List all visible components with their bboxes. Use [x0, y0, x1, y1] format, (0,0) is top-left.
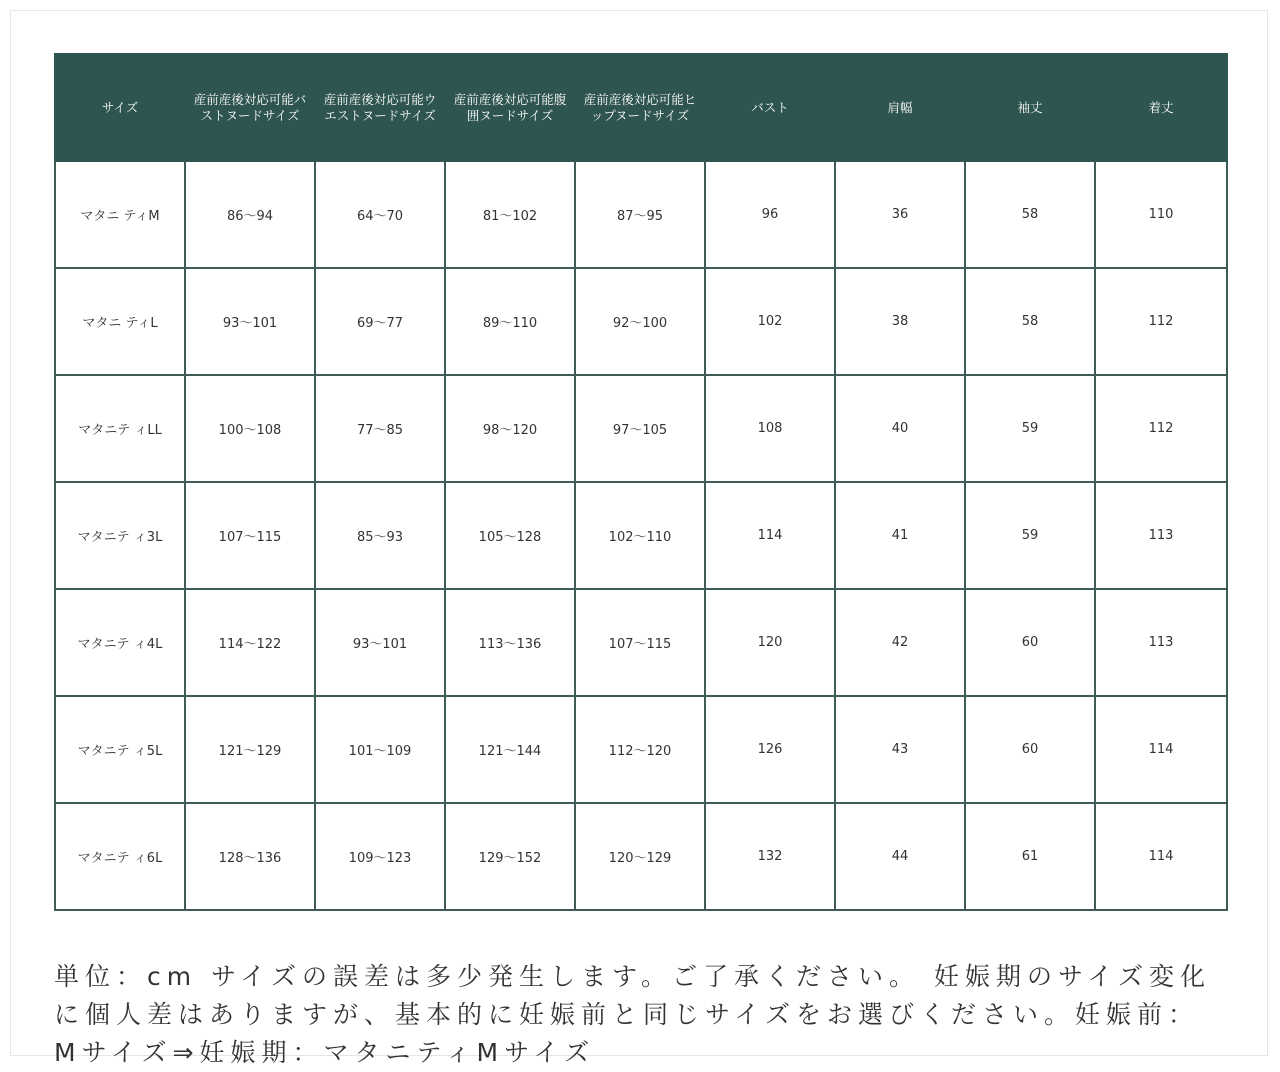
table-cell: マタニ ティM: [55, 161, 185, 268]
table-cell: 60: [965, 589, 1095, 696]
table-cell: 109～123: [315, 803, 445, 910]
table-cell: 108: [705, 375, 835, 482]
header-shoulder-width: 肩幅: [835, 54, 965, 161]
table-cell: 121～144: [445, 696, 575, 803]
table-cell: 102: [705, 268, 835, 375]
table-cell: 92～100: [575, 268, 705, 375]
table-cell: 112: [1095, 268, 1227, 375]
table-cell: 112～120: [575, 696, 705, 803]
header-total-length: 着丈: [1095, 54, 1227, 161]
table-cell: 42: [835, 589, 965, 696]
table-cell: 107～115: [185, 482, 315, 589]
table-cell: 36: [835, 161, 965, 268]
table-row: [55, 268, 1227, 375]
table-cell: 86～94: [185, 161, 315, 268]
table-cell: 98～120: [445, 375, 575, 482]
table-cell: マタニテ ィ6L: [55, 803, 185, 910]
table-cell: 87～95: [575, 161, 705, 268]
size-chart-table: [54, 53, 1228, 911]
table-cell: 93～101: [185, 268, 315, 375]
table-row: [55, 696, 1227, 803]
table-cell: 120: [705, 589, 835, 696]
table-row: [55, 482, 1227, 589]
table-cell: 61: [965, 803, 1095, 910]
header-size: サイズ: [55, 54, 185, 161]
table-cell: 113: [1095, 482, 1227, 589]
table-cell: 58: [965, 161, 1095, 268]
table-cell: 128～136: [185, 803, 315, 910]
table-cell: マタニテ ィ3L: [55, 482, 185, 589]
table-cell: 81～102: [445, 161, 575, 268]
table-cell: 102～110: [575, 482, 705, 589]
table-cell: 69～77: [315, 268, 445, 375]
table-cell: 44: [835, 803, 965, 910]
table-cell: 120～129: [575, 803, 705, 910]
table-row: [55, 589, 1227, 696]
size-note-text: 単位：cm サイズの誤差は多少発生します。ご了承ください。 妊娠期のサイズ変化に個人差はありますが、基本的に妊娠前と同じサイズをお選びください。妊娠前：Mサイズ⇒妊娠期：マタニティMサイズ: [54, 962, 1211, 1067]
table-cell: 93～101: [315, 589, 445, 696]
table-cell: 105～128: [445, 482, 575, 589]
table-cell: 97～105: [575, 375, 705, 482]
table-cell: 59: [965, 375, 1095, 482]
table-cell: 121～129: [185, 696, 315, 803]
table-cell: 96: [705, 161, 835, 268]
table-cell: マタニテ ィ5L: [55, 696, 185, 803]
table-cell: 129～152: [445, 803, 575, 910]
table-cell: 64～70: [315, 161, 445, 268]
table-cell: マタニテ ィ4L: [55, 589, 185, 696]
table-cell: マタニテ ィLL: [55, 375, 185, 482]
table-row: [55, 161, 1227, 268]
header-bust-nude: 産前産後対応可能バストヌードサイズ: [185, 54, 315, 161]
table-cell: 59: [965, 482, 1095, 589]
table-header-row: [55, 54, 1227, 161]
table-cell: 89～110: [445, 268, 575, 375]
table-cell: 132: [705, 803, 835, 910]
table-cell: 43: [835, 696, 965, 803]
header-waist-nude: 産前産後対応可能ウエストヌードサイズ: [315, 54, 445, 161]
table-row: [55, 803, 1227, 910]
table-cell: 114: [1095, 696, 1227, 803]
table-row: [55, 375, 1227, 482]
header-sleeve-length: 袖丈: [965, 54, 1095, 161]
table-cell: 114～122: [185, 589, 315, 696]
table-cell: 58: [965, 268, 1095, 375]
table-cell: 101～109: [315, 696, 445, 803]
header-hip-nude: 産前産後対応可能ヒップヌードサイズ: [575, 54, 705, 161]
table-cell: 107～115: [575, 589, 705, 696]
table-cell: 113～136: [445, 589, 575, 696]
table-cell: 77～85: [315, 375, 445, 482]
header-belly-nude: 産前産後対応可能腹囲ヌードサイズ: [445, 54, 575, 161]
table-cell: 38: [835, 268, 965, 375]
table-cell: 112: [1095, 375, 1227, 482]
table-cell: 114: [705, 482, 835, 589]
table-cell: 40: [835, 375, 965, 482]
header-bust: バスト: [705, 54, 835, 161]
table-cell: 41: [835, 482, 965, 589]
table-cell: 114: [1095, 803, 1227, 910]
table-cell: 126: [705, 696, 835, 803]
table-cell: マタニ ティL: [55, 268, 185, 375]
table-cell: 100～108: [185, 375, 315, 482]
table-cell: 85～93: [315, 482, 445, 589]
table-cell: 113: [1095, 589, 1227, 696]
table-cell: 60: [965, 696, 1095, 803]
table-cell: 110: [1095, 161, 1227, 268]
